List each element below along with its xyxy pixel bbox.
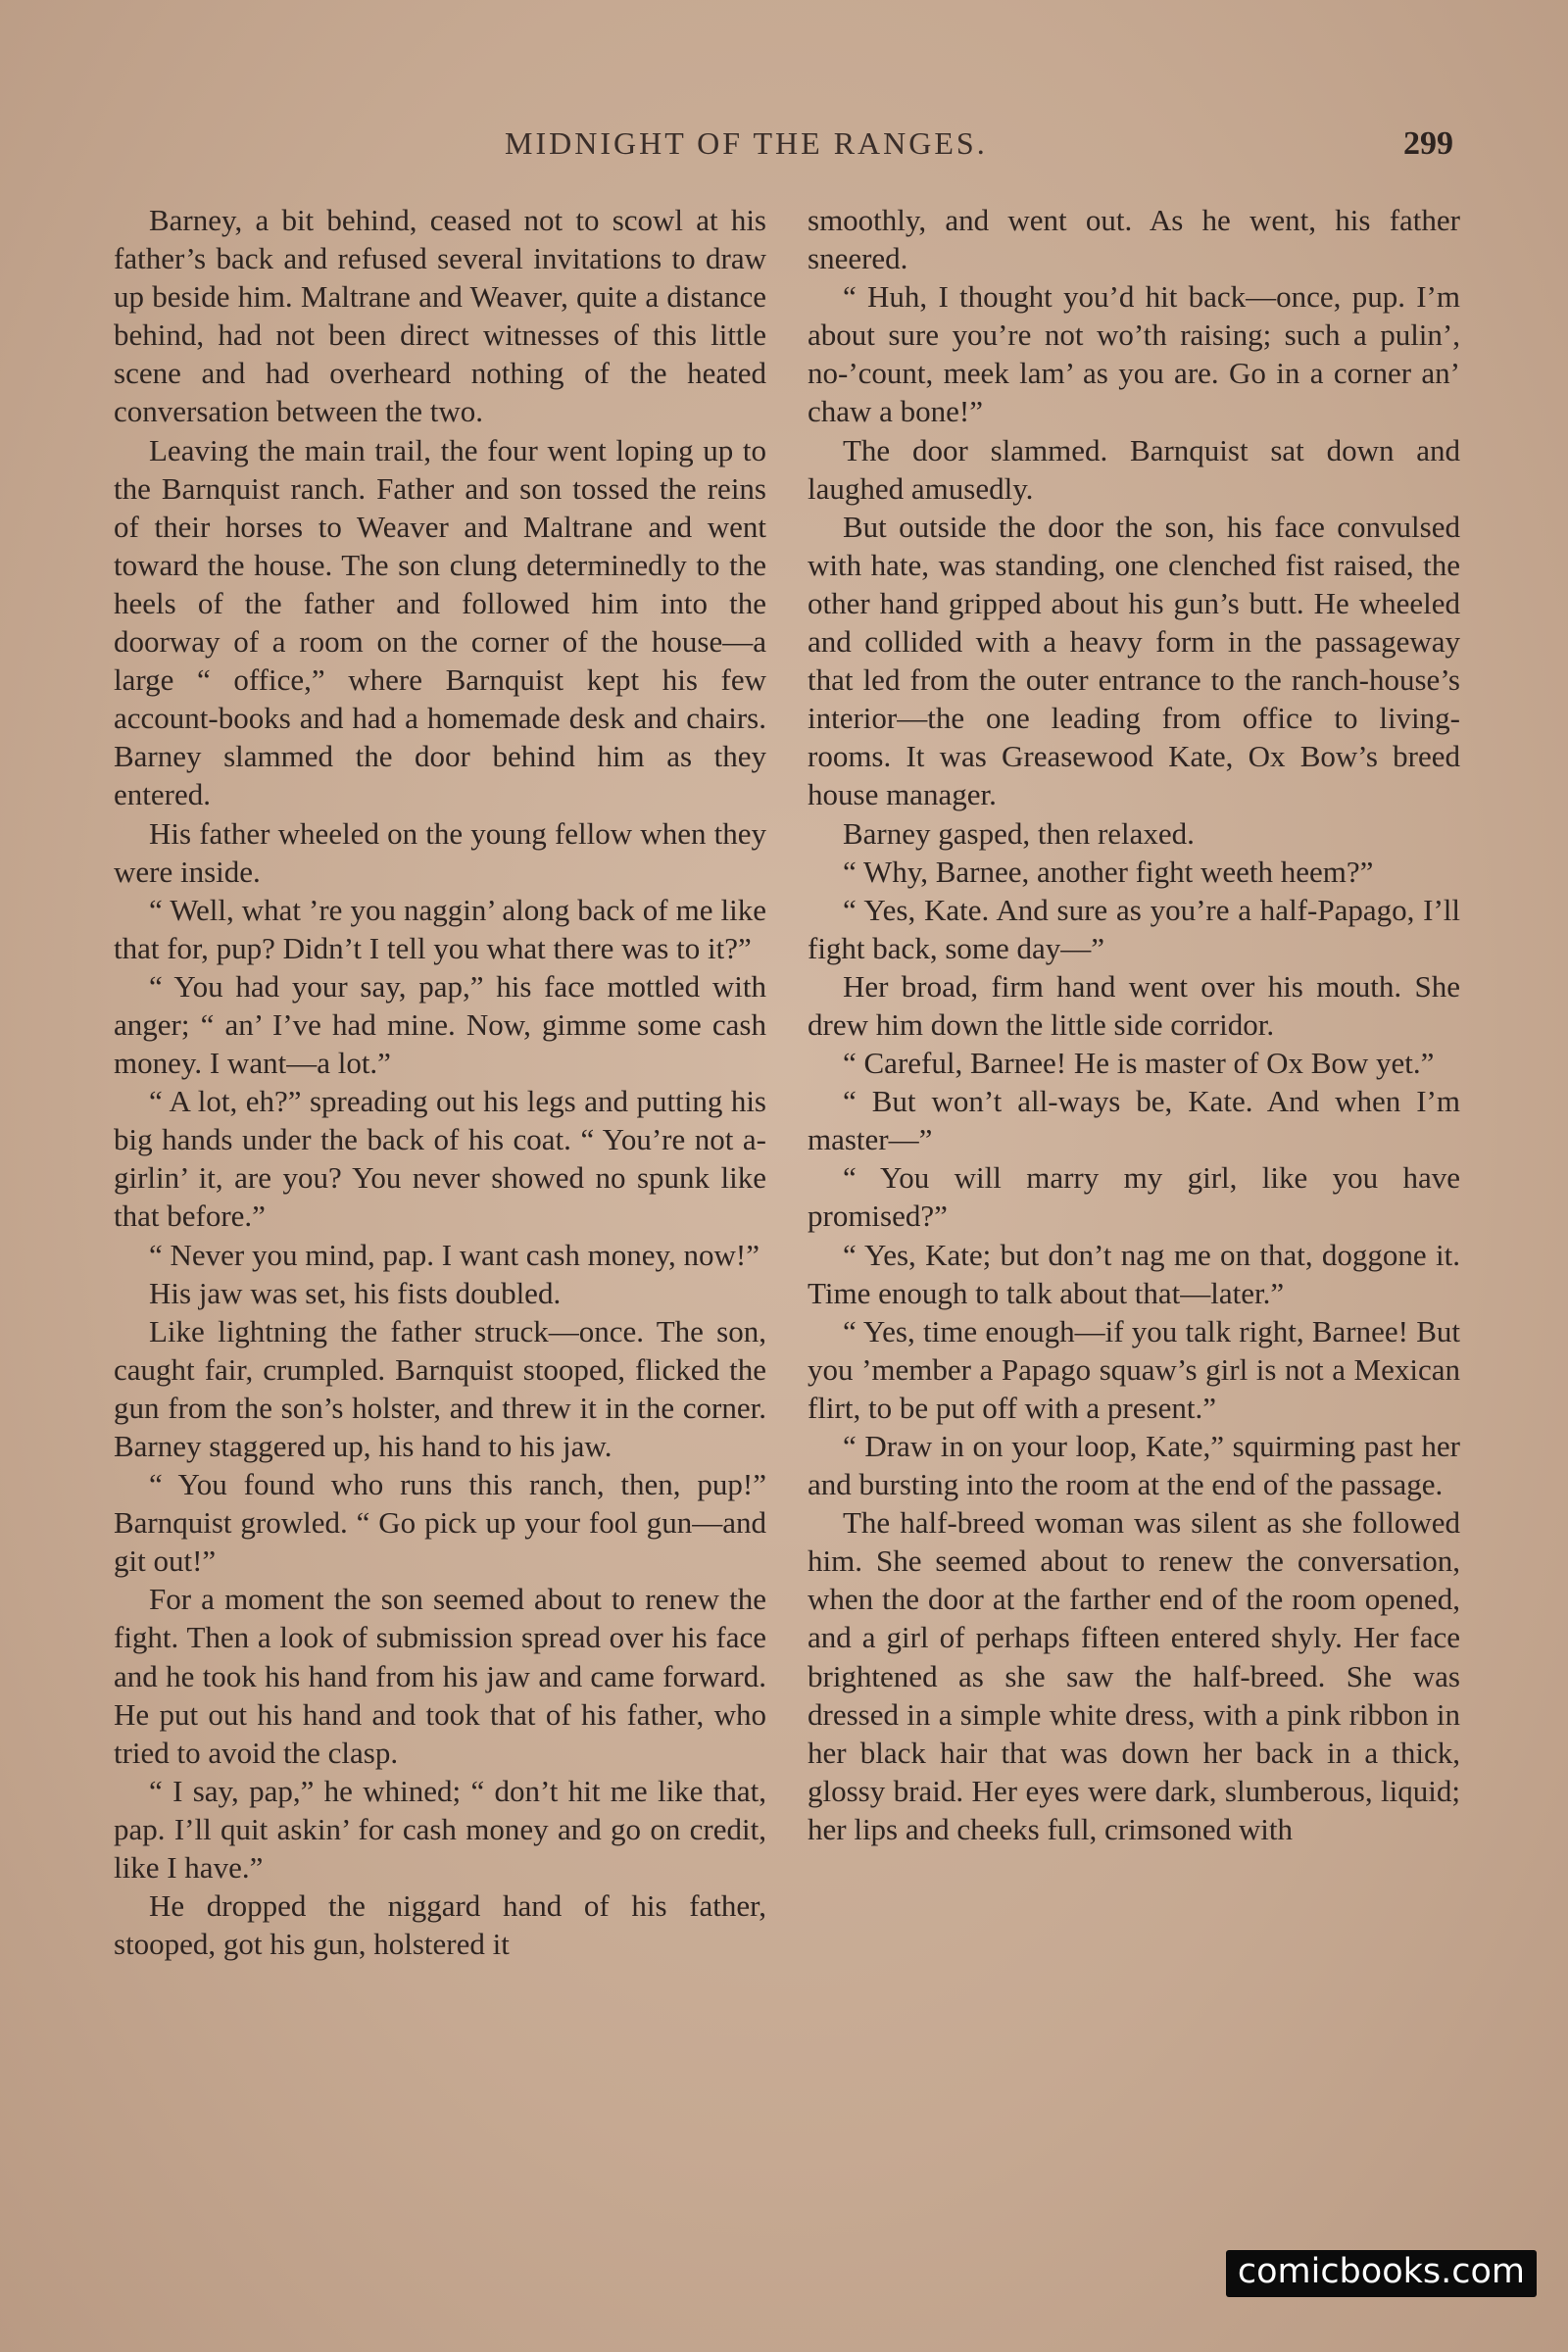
paragraph: “ Draw in on your loop, Kate,” squirming past her and bursting into the room at the end of the passage. (808, 1429, 1460, 1502)
paragraph: The door slammed. Barnquist sat down and laughed amusedly. (808, 432, 1460, 506)
left-column (114, 201, 766, 1963)
paragraph: “ You had your say, pap,” his face mottled with anger; “ an’ I’ve had mine. Now, gimme some cash money. I want—a lot.” (114, 968, 766, 1081)
right-column (808, 201, 1460, 1848)
paragraph: Barney gasped, then relaxed. (843, 815, 1195, 851)
paragraph: Barney, a bit behind, ceased not to scowl at his father’s back and refused several invitations to draw up beside him. Maltrane and Weaver, quite a distance behind, had not been direct witnesses of this little scene and had overheard nothing of the heated conversation between the two. (114, 203, 766, 429)
paragraph: “ A lot, eh?” spreading out his legs and putting his big hands under the back of his coat. “ You’re not a-girlin’ it, are you? You never showed no spunk like that before.” (114, 1084, 766, 1234)
watermark: comicbooks.com (1226, 2250, 1537, 2297)
paragraph: “ Why, Barnee, another fight weeth heem?” (843, 854, 1374, 889)
paragraph: Leaving the main trail, the four went loping up to the Barnquist ranch. Father and son tossed the reins of their horses to Weaver and Maltrane and went toward the house. The son clung determinedly to the heels of the father and followed him into the doorway of a room on the corner of the house—a large “ office,” where Barnquist kept his few account-books and had a homemade desk and chairs. Barney slammed the door behind him as they entered. (114, 432, 766, 812)
paragraph: “ You found who runs this ranch, then, pup!” Barnquist growled. “ Go pick up your fool gun—and git out!” (114, 1467, 766, 1579)
paragraph-continued: smoothly, and went out. As he went, his father sneered. (808, 203, 1460, 276)
paragraph: For a moment the son seemed about to renew the fight. Then a look of submission spread over his face and he took his hand from his jaw and came forward. He put out his hand and took that of his father, who tried to avoid the clasp. (114, 1582, 766, 1770)
paragraph: “ Yes, time enough—if you talk right, Barnee! But you ’member a Papago squaw’s girl is not a Mexican flirt, to be put off with a present.” (808, 1313, 1460, 1425)
paragraph: Her broad, firm hand went over his mouth. She drew him down the little side corridor. (808, 968, 1460, 1042)
paragraph: His father wheeled on the young fellow when they were inside. (114, 815, 766, 889)
paragraph: “ You will marry my girl, like you have promised?” (808, 1160, 1460, 1234)
paragraph: “ But won’t all-ways be, Kate. And when I’m master—” (808, 1084, 1460, 1157)
running-header (0, 125, 1568, 174)
paragraph: “ Well, what ’re you naggin’ along back of me like that for, pup? Didn’t I tell you what there was to it?” (114, 892, 766, 965)
page-number: 299 (1403, 125, 1453, 162)
running-title: MIDNIGHT OF THE RANGES. (505, 125, 988, 161)
paragraph: Like lightning the father struck—once. The son, caught fair, crumpled. Barnquist stooped, flicked the gun from the son’s holster, and threw it in the corner. Barney staggered up, his hand to his jaw. (114, 1313, 766, 1463)
paragraph: “ Careful, Barnee! He is master of Ox Bow yet.” (843, 1046, 1435, 1081)
paragraph: His jaw was set, his fists doubled. (149, 1275, 562, 1310)
paragraph: He dropped the niggard hand of his father, stooped, got his gun, holstered it (114, 1888, 766, 1962)
paragraph: The half-breed woman was silent as she followed him. She seemed about to renew the conversation, when the door at the farther end of the room opened, and a girl of perhaps fifteen entered shyly. Her face brightened as she saw the half-breed. She was dressed in a simple white dress, with a pink ribbon in her black hair that was down her back in a thick, glossy braid. Her eyes were dark, slumberous, liquid; her lips and cheeks full, crimsoned with (808, 1505, 1460, 1846)
paragraph: “ Huh, I thought you’d hit back—once, pup. I’m about sure you’re not wo’th raising; such a pulin’, no-’count, meek lam’ as you are. Go in a corner an’ chaw a bone!” (808, 279, 1460, 429)
paragraph: “ I say, pap,” he whined; “ don’t hit me like that, pap. I’ll quit askin’ for cash money and go on credit, like I have.” (114, 1773, 766, 1886)
paragraph: “ Yes, Kate. And sure as you’re a half-Papago, I’ll fight back, some day—” (808, 892, 1460, 965)
paragraph: “ Yes, Kate; but don’t nag me on that, doggone it. Time enough to talk about that—later.” (808, 1237, 1460, 1310)
paragraph: But outside the door the son, his face convulsed with hate, was standing, one clenched fist raised, the other hand gripped about his gun’s butt. He wheeled and collided with a heavy form in the passageway that led from the outer entrance to the ranch-house’s interior—the one leading from office to living-rooms. It was Greasewood Kate, Ox Bow’s breed house manager. (808, 509, 1460, 812)
paragraph: “ Never you mind, pap. I want cash money, now!” (149, 1237, 760, 1272)
